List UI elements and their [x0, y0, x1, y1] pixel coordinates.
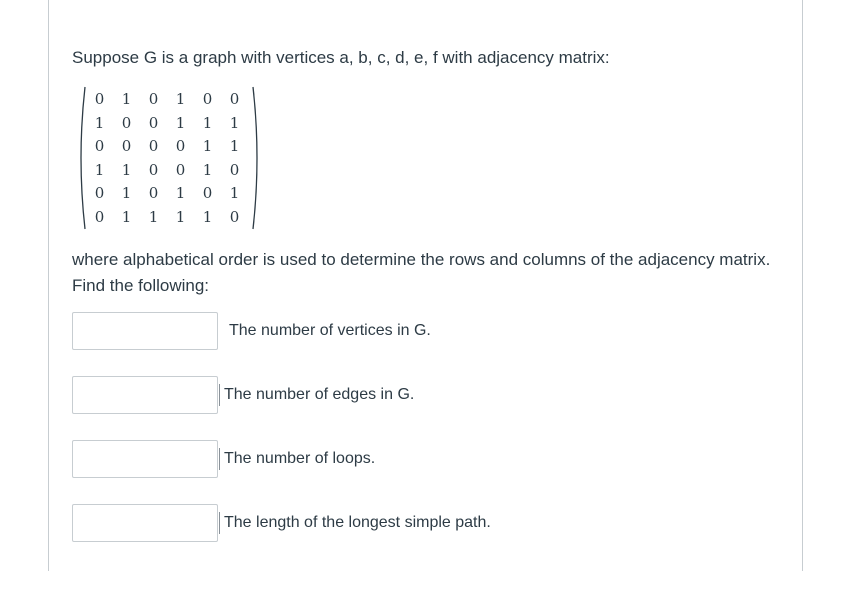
matrix-cell: 1 — [229, 137, 240, 156]
loops-answer-label: The number of loops. — [219, 448, 375, 470]
question-intro: Suppose G is a graph with vertices a, b, c, d, e, f with adjacency matrix: — [72, 48, 610, 67]
matrix-cell: 0 — [94, 207, 105, 226]
matrix-cell: 1 — [121, 184, 132, 203]
longest-path-answer-label: The length of the longest simple path. — [219, 512, 491, 534]
matrix-cell: 1 — [202, 160, 213, 179]
matrix-cell: 0 — [148, 90, 159, 108]
matrix-grid — [86, 88, 248, 230]
matrix-cell: 1 — [175, 207, 186, 226]
answer-row-edges — [72, 375, 414, 415]
matrix-cell: 0 — [148, 184, 159, 203]
matrix-cell: 0 — [202, 90, 213, 108]
matrix-cell: 1 — [121, 90, 132, 108]
matrix-cell: 0 — [121, 113, 132, 132]
matrix-cell: 1 — [175, 113, 186, 132]
matrix-cell: 0 — [148, 137, 159, 156]
matrix-cell: 0 — [148, 160, 159, 179]
matrix-cell: 0 — [229, 207, 240, 226]
vertices-answer-input[interactable] — [72, 312, 218, 350]
matrix-cell: 0 — [94, 90, 105, 108]
matrix-cell: 0 — [202, 184, 213, 203]
matrix-cell: 1 — [202, 113, 213, 132]
matrix-cell: 0 — [94, 137, 105, 156]
matrix-cell: 1 — [94, 113, 105, 132]
matrix-cell: 0 — [229, 90, 240, 108]
adjacency-matrix — [76, 85, 262, 231]
matrix-cell: 1 — [121, 160, 132, 179]
matrix-cell: 1 — [148, 207, 159, 226]
edges-answer-input[interactable] — [72, 376, 218, 414]
right-paren — [253, 87, 257, 229]
matrix-cell: 0 — [121, 137, 132, 156]
instruction-text: Find the following: — [72, 276, 210, 295]
matrix-cell: 1 — [202, 207, 213, 226]
matrix-cell: 0 — [148, 113, 159, 132]
matrix-cell: 1 — [229, 113, 240, 132]
vertices-answer-label: The number of vertices in G. — [229, 322, 431, 339]
matrix-cell: 1 — [202, 137, 213, 156]
longest-path-answer-input[interactable] — [72, 504, 218, 542]
explanation-block — [72, 247, 802, 299]
matrix-cell: 0 — [175, 160, 186, 179]
answer-row-longest-path — [72, 503, 491, 543]
matrix-cell: 1 — [175, 184, 186, 203]
explanation-text: where alphabetical order is used to determine the rows and columns of the adjacency matrix. — [72, 250, 771, 269]
matrix-cell: 1 — [229, 184, 240, 203]
answer-row-vertices — [72, 311, 431, 351]
matrix-cell: 1 — [175, 90, 186, 108]
matrix-cell: 0 — [94, 184, 105, 203]
loops-answer-input[interactable] — [72, 440, 218, 478]
matrix-cell: 1 — [121, 207, 132, 226]
matrix-cell: 0 — [175, 137, 186, 156]
matrix-cell: 1 — [94, 160, 105, 179]
edges-answer-label: The number of edges in G. — [219, 384, 414, 406]
left-paren — [81, 87, 85, 229]
answer-row-loops — [72, 439, 375, 479]
matrix-cell: 0 — [229, 160, 240, 179]
